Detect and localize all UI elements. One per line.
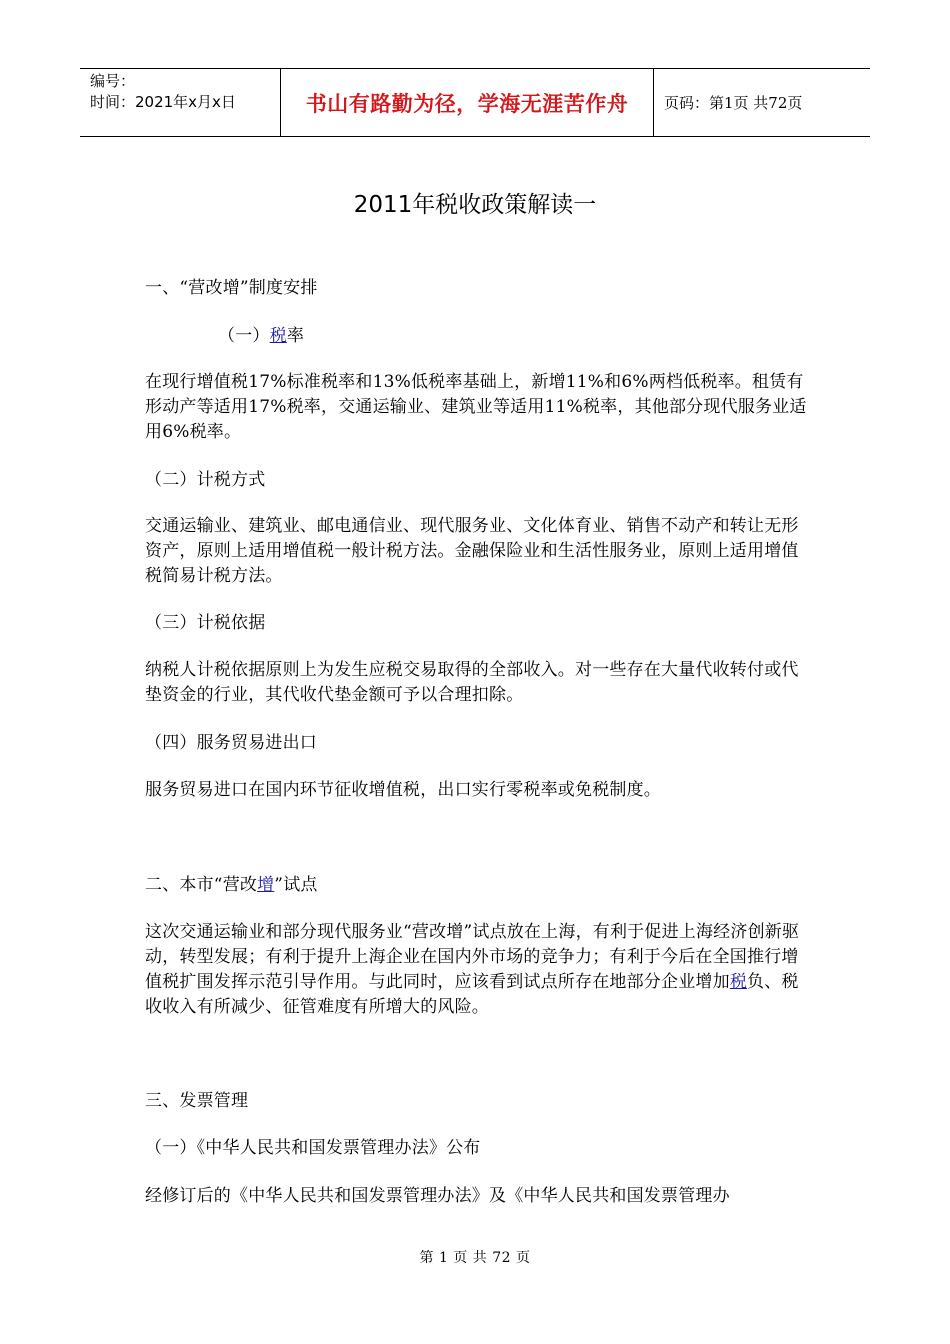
section-2-body: [145, 920, 815, 1020]
section-1-1-heading: [218, 324, 888, 349]
section-1-2-body: 交通运输业、建筑业、邮电通信业、现代服务业、文化体育业、销售不动产和转让无形资产，原则上适用增值税一般计税方法。金融保险业和生活性服务业，原则上适用增值税简易计税方法。: [145, 516, 799, 586]
section-2-body-prefix: 这次交通运输业和部分现代服务业“营改增”试点放在上海，有利于促进上海经济创新驱动，转型发展；有利于提升上海企业在国内外市场的竞争力；有利于今后在全国推行增值税扩围发挥示范引导作用。与此同时，应该看到试点所存在地部分企业增加: [145, 922, 800, 992]
section-2-heading-prefix: 二、本市“营改: [145, 875, 258, 895]
section-3-1-body: 经修订后的《中华人民共和国发票管理办法》及《中华人民共和国发票管理办: [145, 1186, 730, 1206]
section-1-3-heading: （三）计税依据: [145, 613, 266, 633]
header-page-info: 页码：第1页 共72页: [664, 94, 803, 112]
document-title: 2011年税收政策解读一: [353, 192, 597, 218]
section-2-body-suffix: 负、税收收入有所减少、征管难度有所增大的风险。: [145, 972, 799, 1017]
section-1-1-heading-prefix: （一）: [218, 326, 270, 346]
section-2-heading: [145, 873, 815, 898]
section-1-2-heading: （二）计税方式: [145, 470, 266, 490]
section-1-3-body: 纳税人计税依据原则上为发生应税交易取得的全部收入。对一些存在大量代收转付或代垫资金的行业，其代收代垫金额可予以合理扣除。: [145, 660, 799, 705]
section-3-heading: 三、发票管理: [145, 1091, 249, 1111]
document-header: [80, 68, 870, 137]
header-motto: 书山有路勤为径，学海无涯苦作舟: [281, 69, 654, 136]
section-2-heading-suffix: ”试点: [274, 875, 318, 895]
section-1-heading: 一、“营改增”制度安排: [145, 278, 318, 298]
header-meta-cell: [80, 69, 281, 136]
page-footer: 第 1 页 共 72 页: [419, 1250, 531, 1266]
document-number-label: 编号：: [90, 72, 136, 90]
section-1-1-heading-suffix: 率: [286, 326, 305, 346]
section-1-4-body: 服务贸易进口在国内环节征收增值税，出口实行零税率或免税制度。: [145, 780, 661, 800]
document-time-label: 时间：2021年x月x日: [90, 93, 236, 111]
tax-link[interactable]: 税: [269, 326, 287, 346]
section-1-4-heading: （四）服务贸易进出口: [145, 733, 317, 753]
increase-link[interactable]: 增: [257, 875, 275, 895]
section-1-1-body: 在现行增值税17%标准税率和13%低税率基础上，新增11%和6%两档低税率。租赁有形动产等适用17%税率，交通运输业、建筑业等适用11%税率，其他部分现代服务业适用6%税率。: [145, 372, 807, 442]
tax-burden-link[interactable]: 税: [729, 972, 748, 992]
section-3-1-heading: （一）《中华人民共和国发票管理办法》公布: [145, 1138, 481, 1158]
